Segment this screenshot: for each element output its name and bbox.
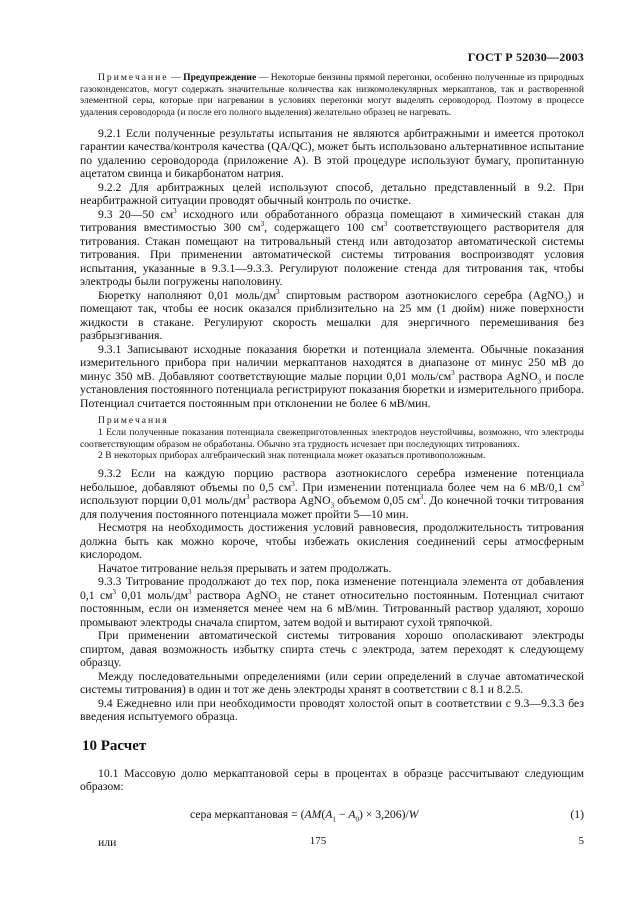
warning-label: Предупреждение: [183, 72, 257, 83]
page-number-right: 5: [578, 835, 584, 847]
section-heading: 10 Расчет: [82, 737, 147, 754]
paragraph-storage: Между последовательными определениями (или серии определений в случае автоматической системы титрования) в один и тот же день электроды хранят в соответствии с 8.1 и 8.2.5.: [80, 669, 584, 697]
paragraph-9-3-1: 9.3.1 Записывают исходные показания бюретки и потенциала элемента. Обычные показания измерительного прибора при наличии меркаптанов находятся в диапазоне от минус 250 мВ до минус 350 мВ. Добавляют соответствующие малые порции 0,01 моль/$см^3$ раствора AgNO$_3$ и после установления постоянного потенциала регистрируют показания бюретки и измерительного прибора. Потенциал считается постоянным при отклонении не более 6 мВ/мин.: [80, 342, 584, 410]
paragraph-9-3: 9.3 20—50 $см^3$ исходного или обработанного образца помещают в химический стакан для титрования вместимостью 300 $см^3$, содержащего 100 $см^3$ соответствующего растворителя для титрования. Стакан помещают на титровальный стенд или автодозатор автоматической системы титрования. При применении автоматической системы титрования воспроизводят условия испытания, указанные в 9.3.1—9.3.3. Регулируют положение стенда для титрования так, чтобы электроды были погружены наполовину.: [80, 206, 584, 289]
document-body: [80, 72, 584, 849]
paragraph-9-4: 9.4 Ежедневно или при необходимости проводят холостой опыт в соответствии с 9.3—9.3.3 без введения испытуемого образца.: [80, 696, 584, 724]
formula-expression: сера меркаптановая = $(AM(A_1 - A_0) \times 3,206)/W$: [190, 807, 419, 823]
formula-1: [80, 806, 584, 824]
note-label: Примечание: [98, 72, 169, 83]
paragraph-9-2-2: 9.2.2 Для арбитражных целей используют способ, детально представленный в 9.2. При неарбитражной ситуации проводят обычный контроль по очистке.: [80, 180, 584, 208]
paragraph-burette: Бюретку наполняют 0,01 моль/$дм^3$ спиртовым раствором азотнокислого серебра (AgNO$_3$) и помещают так, чтобы ее носик оказался приблизительно на 25 мм (1 дюйм) ниже поверхности жидкости в стакане. Регулируют скорость мешалки для энергичного перемешивания без разбрызгивания.: [80, 287, 585, 343]
paragraph-equilibrium: Несмотря на необходимость достижения условий равновесия, продолжительность титрования должна быть как можно короче, чтобы избежать окисления соединений серы атмосферным кислородом.: [80, 521, 584, 562]
paragraph-9-2-1: 9.2.1 Если полученные результаты испытания не являются арбитражными и имеется протокол гарантии качества/контроля качества (QA/QC), может быть использовано альтернативное испытание по удалению сероводорода (приложение А). В этой процедуре используют бумагу, пропитанную ацетатом свинца и бикарбонатом натрия.: [80, 126, 584, 181]
paragraph-9-3-2: 9.3.2 Если на каждую порцию раствора азотнокислого серебра изменение потенциала небольшое, добавляют объемы по 0,5 $см^3$. При изменении потенциала более чем на 6 мВ/0,1 $см^3$ используют порции 0,01 моль/$дм^3$ раствора AgNO$_3$ объемом 0,05 $см^3$. До конечной точки титрования для получения постоянного потенциала может пройти 5—10 мин.: [80, 467, 584, 521]
paragraph-10-1: 10.1 Массовую долю меркаптановой серы в процентах в образце рассчитывают следующим образом:: [80, 766, 584, 794]
page-number-center: 175: [309, 835, 327, 847]
note-2: 2 В некоторых приборах алгебраический знак потенциала может оказаться противоположным.: [98, 450, 486, 462]
note-1: 1 Если полученные показания потенциала свежеприготовленных электродов неустойчивы, возможно, что электроды соответствующим образом не обработаны. Обычно эта трудность исчезает при последующих титрованиях.: [80, 427, 584, 450]
paragraph-no-interrupt: Начатое титрование нельзя прерывать и затем продолжать.: [98, 561, 392, 575]
notes-label: Примечания: [98, 415, 169, 427]
paragraph-rinse: При применении автоматической системы титрования хорошо ополаскивают электроды спиртом, давая возможность избытку спирта стечь с электрода, затем переходят к следующему образцу.: [80, 629, 584, 670]
paragraph-9-3-3: 9.3.3 Титрование продолжают до тех пор, пока изменение потенциала элемента от добавления 0,1 $см^3$ 0,01 моль/$дм^3$ раствора AgNO$_3$ не станет относительно постоянным. Потенциал считают постоянным, если он изменяется менее чем на 6 мВ/мин. Титрованный раствор удаляют, хорошо промывают электроды сначала спиртом, затем водой и вытирают сухой тряпочкой.: [80, 575, 585, 629]
or-text: или: [98, 835, 117, 849]
warning-note: Примечание — Предупреждение — Некоторые бензины прямой перегонки, особенно полученные из природных газоконденсатов, могут содержать значительные количества как низкомолекулярных меркаптанов, так и растворенной элементной серы, которые при нагревании в условиях перегонки могут выделять сероводород. Поэтому в процессе удаления сероводорода (и после его полного выделения) желательно образец не нагревать.: [80, 72, 584, 119]
formula-number: (1): [570, 807, 584, 821]
standard-header: ГОСТ Р 52030—2003: [467, 50, 584, 64]
